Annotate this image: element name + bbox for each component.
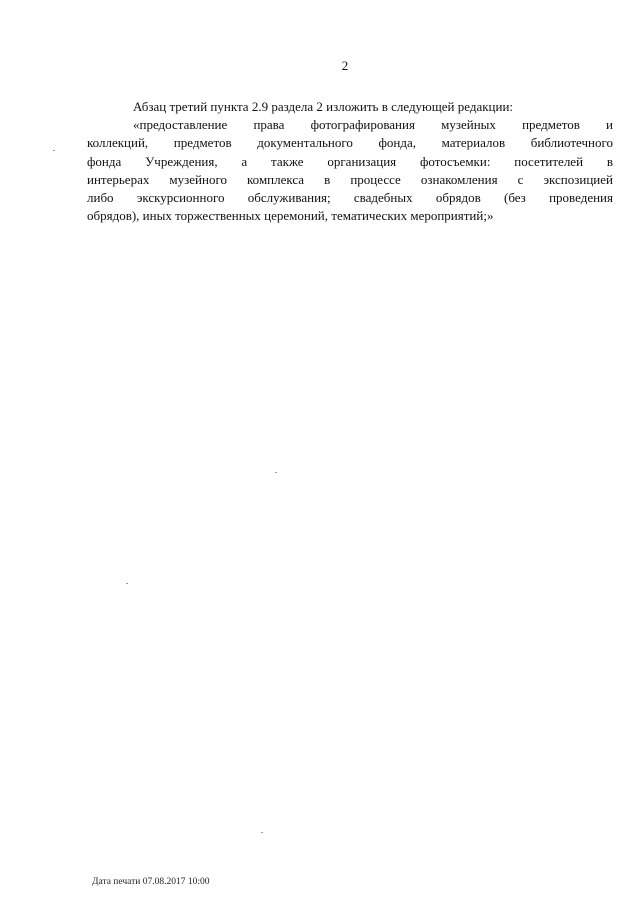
document-body: [87, 98, 613, 225]
print-date-footer: Дата печати 07.08.2017 10:00: [92, 877, 210, 887]
scan-speck: [261, 832, 263, 833]
quote-line: обрядов), иных торжественных церемоний, тематических мероприятий;»: [87, 208, 494, 224]
quote-line: «предоставление права фотографирования музейных предметов и: [133, 117, 613, 133]
quote-line: либо экскурсионного обслуживания; свадебных обрядов (без проведения: [87, 190, 613, 206]
scan-speck: [275, 472, 277, 473]
quote-line: коллекций, предметов документального фонда, материалов библиотечного: [87, 135, 613, 151]
scan-speck: [53, 150, 55, 151]
quote-line: интерьерах музейного комплекса в процессе ознакомления с экспозицией: [87, 171, 613, 187]
intro-paragraph: Абзац третий пункта 2.9 раздела 2 изложить в следующей редакции:: [133, 99, 514, 114]
quote-line: фонда Учреждения, а также организация фотосъемки: посетителей в: [87, 153, 613, 169]
page-number: 2: [341, 58, 349, 73]
scan-speck: [126, 583, 128, 584]
quoted-paragraph: [87, 116, 613, 225]
